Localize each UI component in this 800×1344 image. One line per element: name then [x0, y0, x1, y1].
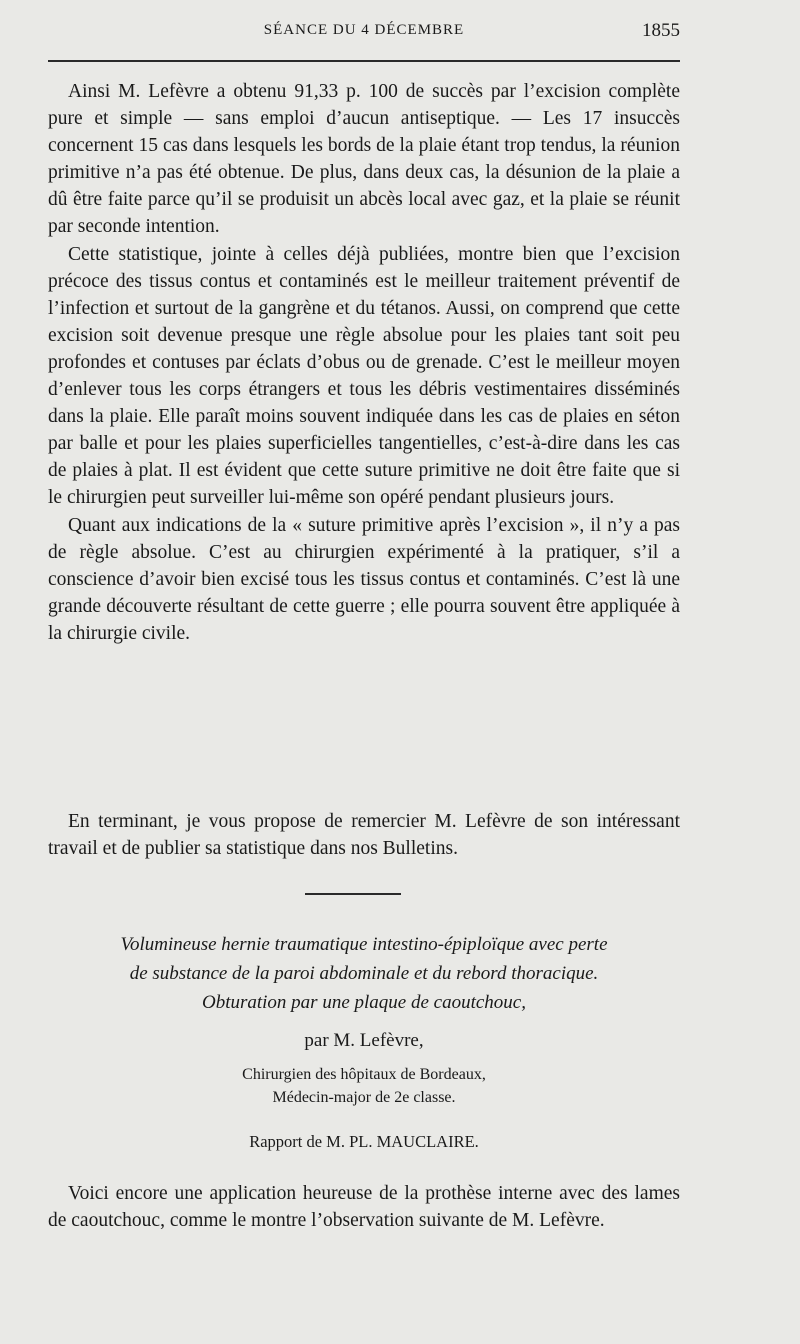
- intro-paragraph: Voici encore une application heureuse de la prothèse interne avec des lames de caoutchouc, comme le montre l’observation suivante de M. Lefèvre.: [48, 1183, 680, 1232]
- article-intro: [48, 1180, 680, 1234]
- paragraph-3: Quant aux indications de la « suture primitive après l’excision », il n’y a pas de règle absolue. C’est au chirurgien expérimenté à la pratiquer, s’il a conscience d’avoir bien excisé tous les tissus contus et contaminés. C’est là une grande découverte résultant de cette guerre ; elle pourra souvent être appliquée à la chirurgie civile.: [48, 514, 680, 644]
- affiliation-line-1: Chirurgien des hôpitaux de Bordeaux,: [242, 1066, 486, 1083]
- author-affiliation: [48, 1063, 680, 1109]
- header-rule: [48, 60, 680, 62]
- article-title-line-3: Obturation par une plaque de caoutchouc,: [201, 992, 526, 1013]
- section-separator: [305, 893, 401, 895]
- article-title-line-2: de substance de la paroi abdominale et du rebord thoracique.: [129, 963, 599, 984]
- author-byline: par M. Lefèvre,: [304, 1030, 424, 1051]
- running-title: SÉANCE DU 4 DÉCEMBRE: [263, 22, 465, 38]
- paragraph-1: Ainsi M. Lefèvre a obtenu 91,33 p. 100 de succès par l’excision complète pure et simple — sans emploi d’aucun antiseptique. — Les 17 insuccès concernent 15 cas dans lesquels les bords de la plaie étant trop tendus, la réunion primitive n’a pas été obtenue. De plus, dans deux cas, la désunion de la plaie a dû être faite parce qu’il se produisit un abcès local avec gaz, et la plaie se réunit par seconde intention.: [48, 81, 680, 238]
- closing-paragraph: En terminant, je vous propose de remercier M. Lefèvre de son intéressant travail et de publier sa statistique dans nos Bulletins.: [48, 811, 680, 860]
- report-attribution: Rapport de M. PL. MAUCLAIRE.: [249, 1132, 479, 1151]
- affiliation-line-2: Médecin-major de 2e classe.: [272, 1089, 456, 1106]
- paragraph-2: Cette statistique, jointe à celles déjà publiées, montre bien que l’excision précoce des tissus contus et contaminés est le meilleur traitement préventif de l’infection et surtout de la gangrène et du tétanos. Aussi, on comprend que cette excision soit devenue presque une règle absolue pour les plaies tant soit peu profondes et contuses par éclats d’obus ou de grenade. C’est le meilleur moyen d’enlever tous les corps étrangers et tous les débris vestimentaires disséminés dans la plaie. Elle paraît moins souvent indiquée dans les cas de plaies en séton par balle et pour les plaies superficielles tangentielles, c’est-à-dire dans les cas de plaies à plat. Il est évident que cette suture primitive ne doit être faite que si le chirurgien peut surveiller lui-même son opéré pendant plusieurs jours.: [48, 243, 680, 509]
- closing-section: [48, 808, 680, 862]
- article-title: [48, 930, 680, 1017]
- article-title-line-1: Volumineuse hernie traumatique intestino-épiploïque avec perte: [120, 934, 608, 955]
- page-number: 1855: [642, 20, 680, 41]
- report-body: [48, 78, 680, 647]
- running-header: [48, 20, 680, 44]
